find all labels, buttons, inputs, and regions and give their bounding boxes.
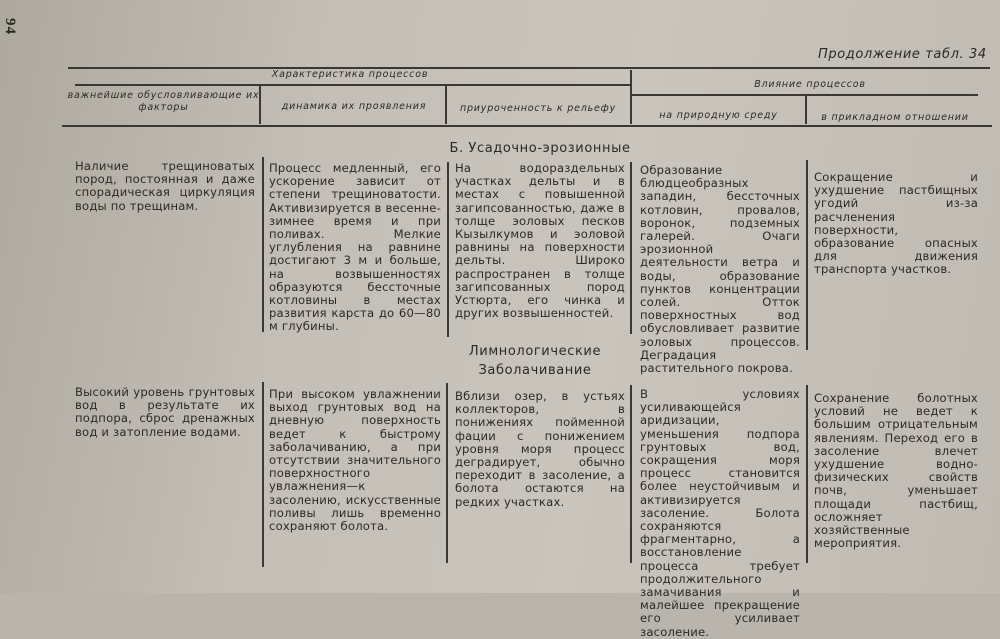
table-top-rule (68, 67, 990, 69)
cell-shrinkage-factors: Наличие трещиноватых пород, постоянная и даже спорадическая циркуляция воды по трещинам. (75, 159, 255, 213)
table-continuation-label: Продолжение табл. 34 (818, 47, 987, 62)
column-divider-3 (630, 70, 632, 124)
cell-swamping-applied: Сохранение болотных условий не ведет к большим отрицательным явлениям. Переход его в засоление влечет ухудшение водно-физических свойств почв, уменьшает площади пастбищ, осложняет хозяйственные мероприятия. (814, 391, 978, 551)
page-number: 94 (2, 18, 18, 35)
cell-shrinkage-dynamics: Процесс медленный, его ускорение зависит от степени трещиноватости. Активизируется в весенне-зимнее время и при поливах. Мелкие углубления на равнине достигают 3 м и больше, на возвышенностях образуются бессточные котловины в местах развития карста до 60—80 м глубины. (269, 161, 441, 334)
cell-swamping-factors: Высокий уровень грунтовых вод в результате их подпора, сброс дренажных вод и затопление водами. (75, 385, 255, 439)
section-title-shrinkage-erosion: Б. Усадочно-эрозионные (449, 141, 631, 156)
section-subtitle-swamping: Заболачивание (478, 363, 592, 378)
column-divider-4-body-b (806, 385, 808, 563)
column-divider-4 (805, 94, 807, 124)
column-divider-3-body-b (630, 385, 632, 563)
group-header-rule (75, 84, 630, 86)
header-col-applied: в прикладном отношении (821, 112, 969, 123)
column-divider-4-body-a (806, 160, 808, 350)
header-col-relief: приуроченность к рельефу (459, 103, 617, 114)
header-col-environment: на природную среду (659, 110, 778, 121)
column-divider-2-body-a (447, 162, 449, 337)
header-bottom-rule (62, 125, 992, 127)
cell-shrinkage-applied: Сокращение и ухудшение пастбищных угодий из-за расчленения поверхности, образование опасных для движения транспорта участков. (814, 170, 978, 277)
column-divider-1-body-b (262, 382, 264, 567)
header-group-influence: Влияние процессов (754, 79, 866, 90)
cell-shrinkage-relief: На водораздельных участках дельты и в местах с повышенной загипсованностью, даже в толще эоловых песков Кызылкумов и эоловой равнины на поверхности дельты. Широко распространен в толще загипсованных пород Устюрта, его чинка и других возвышенностей. (455, 161, 625, 321)
column-divider-2-body-b (446, 383, 448, 563)
column-divider-1-body-a (262, 157, 264, 332)
cell-swamping-environment: В условиях усиливающейся аридизации, уменьшения подпора грунтовых вод, сокращения моря процесс становится более неустойчивым и активизируется засоление. Болота сохраняются фрагментарно, а восстановление процесса требует продолжительного замачивания и малейшее прекращение его усиливает засоление. (640, 387, 800, 639)
column-divider-2 (445, 84, 447, 124)
header-group-characteristics: Характеристика процессов (271, 69, 429, 80)
header-col-dynamics: динамика их проявления (281, 101, 427, 112)
cell-swamping-relief: Вблизи озер, в устьях коллекторов, в понижениях пойменной фации с понижением уровня моря процесс деградирует, обычно переходит в засоление, а болота остаются на редких участках. (455, 389, 625, 509)
header-col-factors: важнейшие обусловливающие их факторы (67, 90, 260, 113)
section-title-limnological: Лимнологические (468, 344, 602, 359)
cell-shrinkage-environment: Образование блюдцеобразных западин, бессточных котловин, провалов, воронок, подземных галерей. Очаги эрозионной деятельности ветра и воды, образование пунктов концентрации солей. Отток поверхностных вод обусловливает развитие эоловых процессов. Деградация растительного покрова. (640, 163, 800, 376)
column-divider-3-body-a (630, 162, 632, 334)
cell-swamping-dynamics: При высоком увлажнении выход грунтовых вод на дневную поверхность ведет к быстрому заболачиванию, а при отсутствии значительного поверхностного увлажнения—к засолению, искусственные поливы лишь временно сохраняют болота. (269, 387, 441, 534)
group2-header-rule (630, 94, 978, 96)
